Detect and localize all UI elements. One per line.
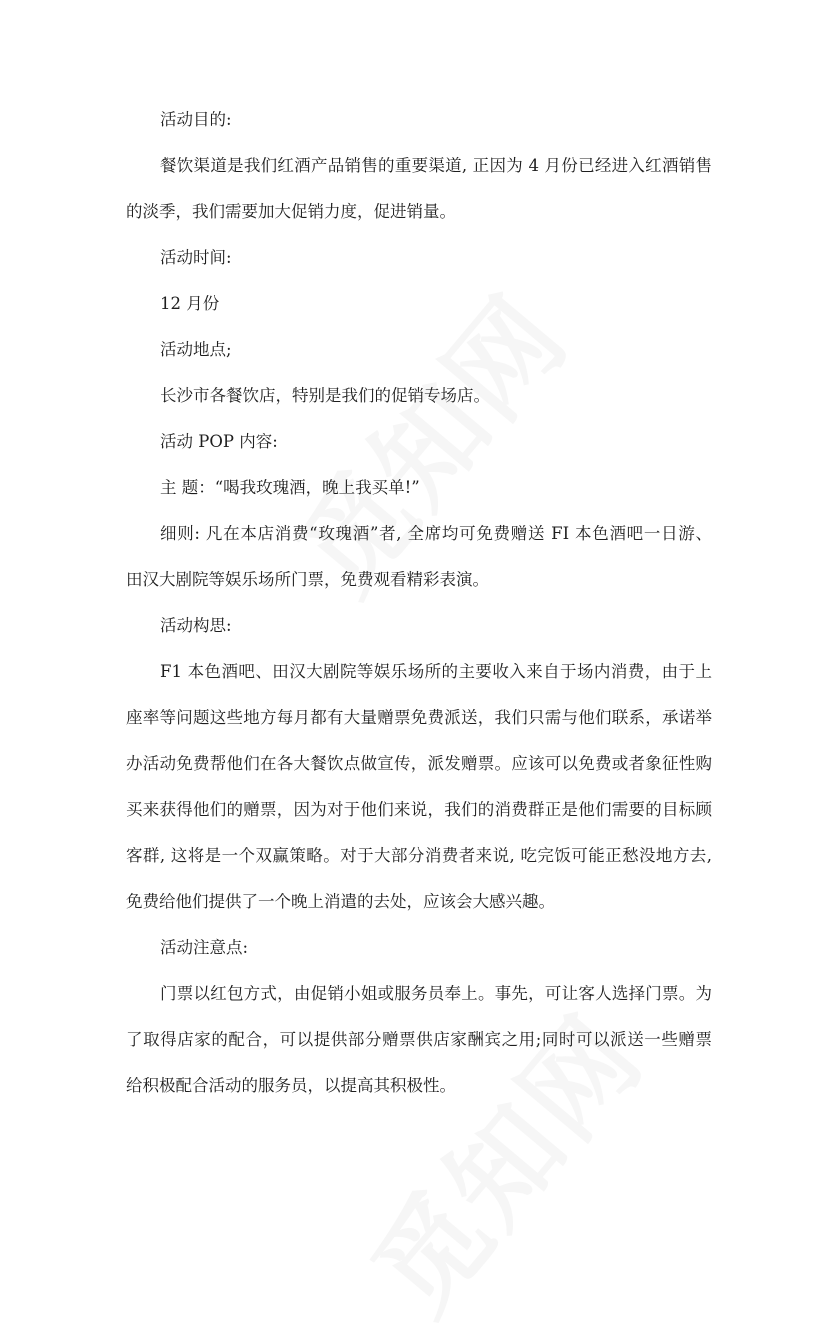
place-heading: 活动地点; <box>160 340 232 359</box>
notes-line: 了取得店家的配合，可以提供部分赠票供店家酬宾之用;同时可以派送一些赠票 <box>126 1030 712 1049</box>
pop-heading: 活动 POP 内容: <box>160 432 278 451</box>
concept-heading: 活动构思: <box>160 616 232 635</box>
place-value: 长沙市各餐饮店，特别是我们的促销专场店。 <box>160 386 490 405</box>
concept-line: 办活动免费帮他们在各大餐饮点做宣传，派发赠票。应该可以免费或者象征性购 <box>126 754 712 773</box>
notes-line: 门票以红包方式，由促销小姐或服务员奉上。事先，可让客人选择门票。为 <box>160 984 712 1003</box>
concept-line: 客群, 这将是一个双赢策略。对于大部分消费者来说, 吃完饭可能正愁没地方去, <box>126 846 712 865</box>
concept-line: 买来获得他们的赠票，因为对于他们来说，我们的消费群正是他们需要的目标顾 <box>126 800 712 819</box>
purpose-heading: 活动目的: <box>160 110 232 129</box>
notes-heading: 活动注意点: <box>160 938 249 957</box>
time-heading: 活动时间: <box>160 248 232 267</box>
concept-line: 免费给他们提供了一个晚上消遣的去处，应该会大感兴趣。 <box>126 892 555 911</box>
purpose-line: 餐饮渠道是我们红酒产品销售的重要渠道, 正因为 4 月份已经进入红酒销售 <box>160 156 712 175</box>
pop-detail-line: 细则: 凡在本店消费“玫瑰酒”者, 全席均可免费赠送 FI 本色酒吧一日游、 <box>160 524 712 543</box>
purpose-line: 的淡季，我们需要加大促销力度，促进销量。 <box>126 202 456 221</box>
pop-theme: 主 题：“喝我玫瑰酒，晚上我买单!” <box>160 478 420 497</box>
document-body <box>126 108 712 1097</box>
concept-line: 座率等问题这些地方每月都有大量赠票免费派送，我们只需与他们联系，承诺举 <box>126 708 712 727</box>
notes-line: 给积极配合活动的服务员，以提高其积极性。 <box>126 1076 456 1095</box>
pop-detail-line: 田汉大剧院等娱乐场所门票，免费观看精彩表演。 <box>126 570 489 589</box>
concept-line: F1 本色酒吧、田汉大剧院等娱乐场所的主要收入来自于场内消费，由于上 <box>160 662 712 681</box>
time-value: 12 月份 <box>160 294 220 313</box>
